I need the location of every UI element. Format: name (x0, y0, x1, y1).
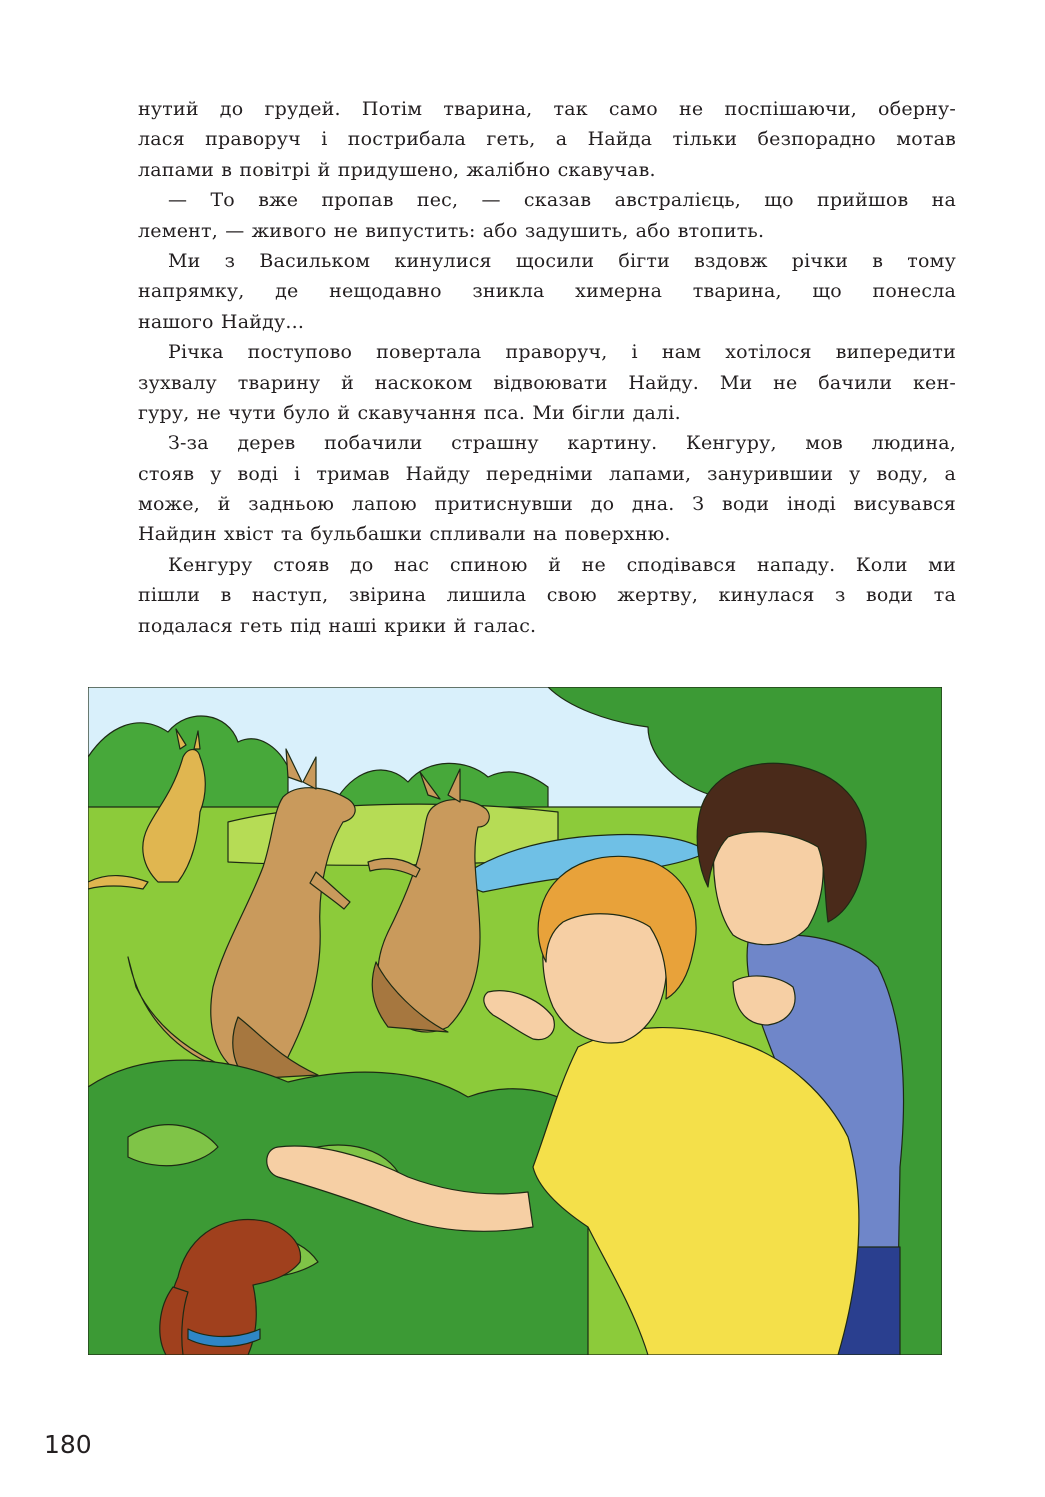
text-line: — То вже пропав пес, — сказав австралієць, що прийшов на (168, 189, 956, 212)
text-line: З-за дерев побачили страшну картину. Кенгуру, мов людина, (168, 432, 956, 455)
scene-canvas (88, 687, 942, 1355)
text-line: Річка поступово повертала праворуч, і нам хотілося випередити (168, 341, 956, 364)
text-line: Найдин хвіст та бульбашки спливали на поверхню. (138, 523, 671, 546)
text-line: гуру, не чути було й скавучання пса. Ми бігли далі. (138, 401, 681, 424)
text-line: напрямку, де нещодавно зникла химерна тварина, що понесла (138, 280, 956, 303)
text-line: лемент, — живого не випустить: або задушить, або втопить. (138, 219, 765, 242)
text-line: Кенгуру стояв до нас спиною й не сподівався нападу. Коли ми (168, 553, 956, 576)
text-line: зухвалу тварину й наскоком відвоювати Найду. Ми не бачили кен- (138, 371, 956, 394)
text-line: може, й задньою лапою притиснувши до дна. З води іноді висувався (138, 493, 956, 516)
text-line: лапами в повітрі й придушено, жалібно скавучав. (138, 158, 656, 181)
text-line: нутий до грудей. Потім тварина, так само не поспішаючи, оберну- (138, 98, 956, 120)
text-line: Ми з Васильком кинулися щосили бігти вздовж річки в тому (168, 249, 956, 272)
body-text (138, 94, 956, 641)
text-line: нашого Найду... (138, 310, 305, 333)
kangaroo-scene-illustration (88, 687, 942, 1355)
text-line: стояв у воді і тримав Найду передніми лапами, занурившии у воду, а (138, 462, 956, 485)
page-number: 180 (44, 1430, 92, 1459)
text-line: пішли в наступ, звірина лишила свою жертву, кинулася з води та (138, 584, 956, 607)
text-line: лася праворуч і пострибала геть, а Найда тільки безпорадно мотав (138, 128, 956, 151)
text-line: подалася геть під наші крики й галас. (138, 614, 537, 637)
